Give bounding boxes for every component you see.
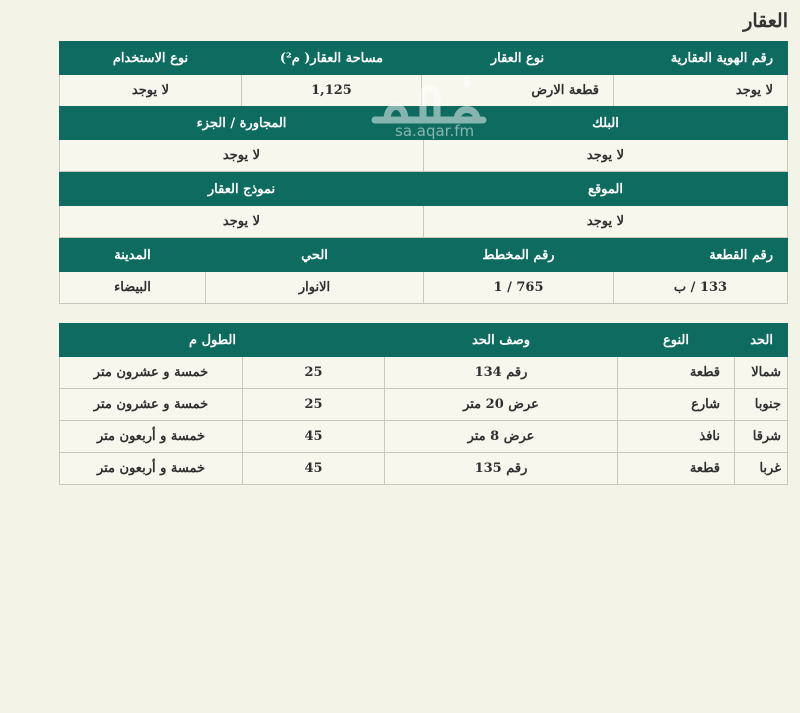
table-header-row [60,239,788,272]
watermark-url: sa.aqar.fm [395,122,475,140]
header-plan-number: رقم المخطط [424,239,614,272]
table-header-row [60,42,788,75]
value-location: لا يوجد [424,206,788,238]
cell-boundary: شرقا [735,421,788,453]
table-row [60,389,788,421]
table-row [60,421,788,453]
cell-type: قطعة [618,357,735,389]
header-property-area: مساحة العقار( م²) [242,42,422,75]
header-usage-type: نوع الاستخدام [60,42,242,75]
table-header-row [60,324,788,357]
section-title: العقار [743,10,788,32]
header-boundary: الحد [735,324,788,357]
header-type: النوع [618,324,735,357]
property-info-table-3 [59,172,788,238]
value-property-id: لا يوجد [614,75,788,107]
header-length: الطول م [60,324,243,357]
cell-boundary: شمالا [735,357,788,389]
table-header-row [60,173,788,206]
value-property-area: 1,125 [242,75,422,107]
header-block: البلك [424,107,788,140]
cell-description: رقم 134 [385,357,618,389]
header-location: الموقع [424,173,788,206]
value-city: البيضاء [60,272,206,304]
cell-length-words: خمسة و أربعون متر [60,421,243,453]
header-property-id: رقم الهوية العقارية [614,42,788,75]
value-property-model: لا يوجد [60,206,424,238]
cell-type: نافذ [618,421,735,453]
table-header-row [60,107,788,140]
value-usage-type: لا يوجد [60,75,242,107]
table-row [60,140,788,172]
table-row [60,357,788,389]
value-plot-number: 133 / ب [614,272,788,304]
table-row [60,206,788,238]
header-property-model: نموذج العقار [60,173,424,206]
header-city: المدينة [60,239,206,272]
cell-length-number: 25 [243,389,385,421]
header-boundary-description: وصف الحد [385,324,618,357]
cell-boundary: جنوبا [735,389,788,421]
value-neighborhood-part: لا يوجد [60,140,424,172]
value-plan-number: 765 / 1 [424,272,614,304]
property-info-table-1 [59,41,788,107]
header-property-type: نوع العقار [422,42,614,75]
property-info-table-4 [59,238,788,304]
boundaries-table [59,323,788,485]
value-property-type: قطعة الارض [422,75,614,107]
cell-length-number: 25 [243,357,385,389]
header-length-number [243,324,385,357]
cell-length-number: 45 [243,421,385,453]
property-info-table-2 [59,106,788,172]
cell-boundary: غربا [735,453,788,485]
header-plot-number: رقم القطعة [614,239,788,272]
table-row [60,453,788,485]
table-row [60,272,788,304]
cell-description: عرض 20 متر [385,389,618,421]
value-district: الانوار [206,272,424,304]
cell-length-number: 45 [243,453,385,485]
cell-length-words: خمسة و أربعون متر [60,453,243,485]
cell-type: قطعة [618,453,735,485]
table-row [60,75,788,107]
cell-description: رقم 135 [385,453,618,485]
cell-description: عرض 8 متر [385,421,618,453]
cell-type: شارع [618,389,735,421]
cell-length-words: خمسة و عشرون متر [60,389,243,421]
header-neighborhood-part: المجاورة / الجزء [60,107,424,140]
cell-length-words: خمسة و عشرون متر [60,357,243,389]
header-district: الحي [206,239,424,272]
watermark-logo-text: عقار [429,112,431,113]
value-block: لا يوجد [424,140,788,172]
